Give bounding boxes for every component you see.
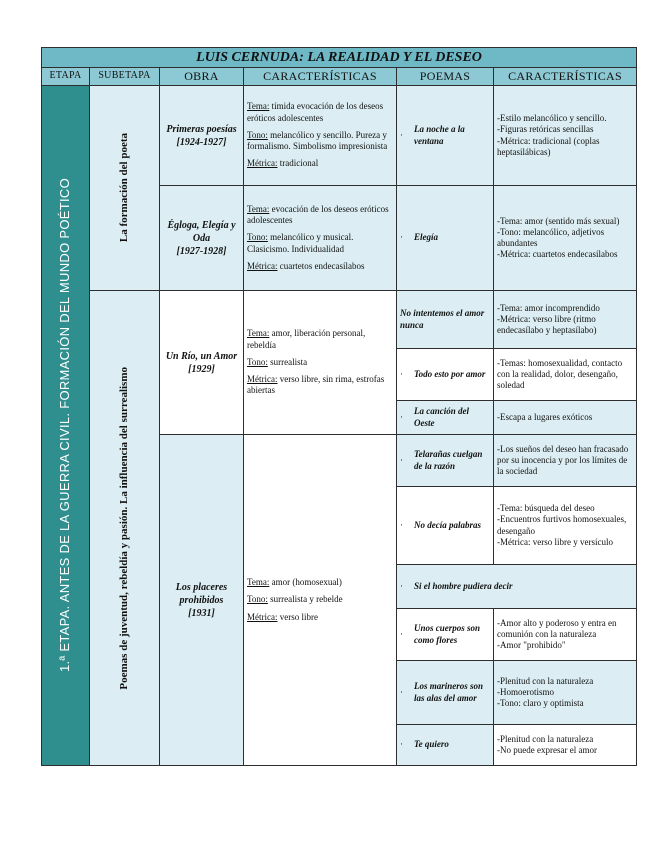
poema-cell [397,86,494,186]
bullet-icon: · [400,580,403,591]
bullet-icon: · [400,628,403,639]
header-etapa: ETAPA [42,68,90,86]
caract-line: -Amor "prohibido" [497,640,566,651]
tono-label: Tono: [247,356,268,367]
poema-cell [397,725,494,766]
obra-caracteristicas [244,435,397,766]
caract-line: -Tono: melancólico, adjetivos abundantes [497,226,605,248]
poema-title: Los marineros son las alas del amor [414,681,484,703]
tema-text: amor (homosexual) [271,577,342,588]
tema-label: Tema: [247,577,270,588]
poema-caracteristicas [494,86,637,186]
bullet-icon: · [400,686,403,697]
caract-line: -Métrica: cuartetos endecasílabos [497,249,618,260]
caract-line: -Métrica: verso libre y versículo [497,536,613,547]
tono-label: Tono: [247,232,268,243]
caract-line: -Plenitud con la naturaleza [497,733,594,744]
caract-line: -Tema: amor incomprendido [497,302,600,313]
obra-years: [1929] [188,363,215,375]
poema-cell [397,291,494,349]
obra-cell [160,86,244,186]
header-caracteristicas: CARACTERÍSTICAS [244,68,397,86]
metrica-text: verso libre [279,611,318,622]
poema-caracteristicas [494,609,637,661]
obra-cell [160,435,244,766]
metrica-text: verso libre, sin rima, estrofas abiertas [247,374,385,396]
tono-label: Tono: [247,594,268,605]
poema-title: Unos cuerpos son como flores [414,623,481,645]
obra-caracteristicas [244,291,397,435]
caract-line: -Métrica: tradicional (coplas heptasilábicas) [497,135,600,157]
metrica-label: Métrica: [247,158,278,169]
poema-cell [397,661,494,725]
caract-line: -Figuras retóricas sencillas [497,124,594,135]
tono-label: Tono: [247,129,268,140]
metrica-label: Métrica: [247,260,278,271]
tono-text: melancólico y sencillo. Pureza y formalismo. Simbolismo impresionista [247,129,388,152]
poema-caracteristicas [494,401,637,435]
obra-years: [1927-1928] [176,245,227,257]
caract-line: -Temas: homosexualidad, contacto con la realidad, dolor, desengaño, soledad [497,357,623,391]
caract-line: -Plenitud con la naturaleza [497,675,594,686]
header-caracteristicas-poemas: CARACTERÍSTICAS [494,68,637,86]
tema-label: Tema: [247,328,270,339]
bullet-icon: · [400,739,403,750]
cernuda-table [41,47,637,766]
poema-caracteristicas [494,725,637,766]
caract-line: -Tema: búsqueda del deseo [497,503,595,513]
poema-cell [397,565,637,609]
obra-cell [160,186,244,291]
tema-label: Tema: [247,203,270,214]
tema-label: Tema: [247,101,270,112]
tema-text: amor, liberación personal, rebeldía [247,328,366,350]
subetapa-label: La formación del poeta [117,133,130,243]
bullet-icon: · [400,454,403,465]
etapa-label: 1.ª ETAPA. ANTES DE LA GUERRA CIVIL. FORMACIÓN DEL MUNDO POÉTICO [57,178,73,673]
caract-line: -Amor alto y poderoso y entra en comunión con la naturaleza [497,617,617,639]
poema-cell [397,435,494,487]
bullet-icon: · [400,129,403,140]
poema-title: Telarañas cuelgan de la razón [414,449,483,471]
poema-title: Te quiero [414,739,449,750]
poema-caracteristicas [494,186,637,291]
poema-title: Elegía [414,232,438,243]
obra-title: Un Río, un Amor [165,350,238,362]
bullet-icon: · [400,519,403,530]
tono-text: melancólico y musical. Clasicismo. Individualidad [247,232,354,254]
tema-text: evocación de los deseos eróticos adolescentes [247,203,389,226]
caract-line: -Los sueños del deseo han fracasado por su inocencia y por los límites de la sociedad [497,443,629,477]
poema-caracteristicas [494,435,637,487]
obra-title: Primeras poesías [166,123,237,135]
obra-years: [1931] [188,607,215,619]
poema-cell [397,609,494,661]
caract-line: -Escapa a lugares exóticos [497,411,593,422]
metrica-label: Métrica: [247,374,278,385]
tono-text: surrealista y rebelde [270,594,343,605]
subetapa-cell [90,86,160,291]
poema-cell [397,186,494,291]
obra-title: Los placeres prohibidos [175,581,228,606]
caract-line: -Métrica: verso libre (ritmo endecasílabo y heptasílabo) [497,313,597,336]
table-title: LUIS CERNUDA: LA REALIDAD Y EL DESEO [42,48,637,68]
poema-caracteristicas [494,661,637,725]
poema-cell [397,487,494,565]
header-row [42,68,637,86]
poema-title: La noche a la ventana [414,124,465,146]
caract-line: -Estilo melancólico y sencillo. [497,113,607,123]
obra-title: Égloga, Elegía y Oda [167,219,236,244]
poema-title: Si el hombre pudiera decir [414,580,513,591]
metrica-text: tradicional [279,158,319,169]
obra-caracteristicas [244,86,397,186]
tema-text: tímida evocación de los deseos eróticos adolescentes [247,101,384,123]
obra-years: [1924-1927] [176,136,227,148]
bullet-icon: · [400,232,403,243]
poema-title: La canción del Oeste [414,406,469,428]
obra-caracteristicas [244,186,397,291]
poema-title: No decía palabras [414,519,481,530]
poema-cell [397,349,494,401]
caract-line: -Encuentros furtivos homosexuales, desengaño [497,514,627,536]
metrica-text: cuartetos endecasílabos [279,260,365,271]
poema-title: No intentemos el amor nunca [400,308,485,330]
header-obra: OBRA [160,68,244,86]
bullet-icon: · [400,411,403,422]
metrica-label: Métrica: [247,611,278,622]
header-subetapa: SUBETAPA [90,68,160,86]
caract-line: -Homoerotismo [497,686,554,697]
poema-cell [397,401,494,435]
tono-text: surrealista [270,356,308,367]
subetapa-cell [90,291,160,766]
bullet-icon: · [400,368,403,379]
etapa-cell [42,86,90,766]
subetapa-label: Poemas de juventud, rebeldía y pasión. La influencia del surrealismo [117,366,130,690]
caract-line: -No puede expresar el amor [497,745,597,755]
caract-line: -Tono: claro y optimista [497,698,584,709]
poema-caracteristicas [494,291,637,349]
poema-caracteristicas [494,349,637,401]
header-poemas: POEMAS [397,68,494,86]
poema-caracteristicas [494,487,637,565]
poema-title: Todo esto por amor [414,368,486,379]
obra-cell [160,291,244,435]
caract-line: -Tema: amor (sentido más sexual) [497,215,620,226]
